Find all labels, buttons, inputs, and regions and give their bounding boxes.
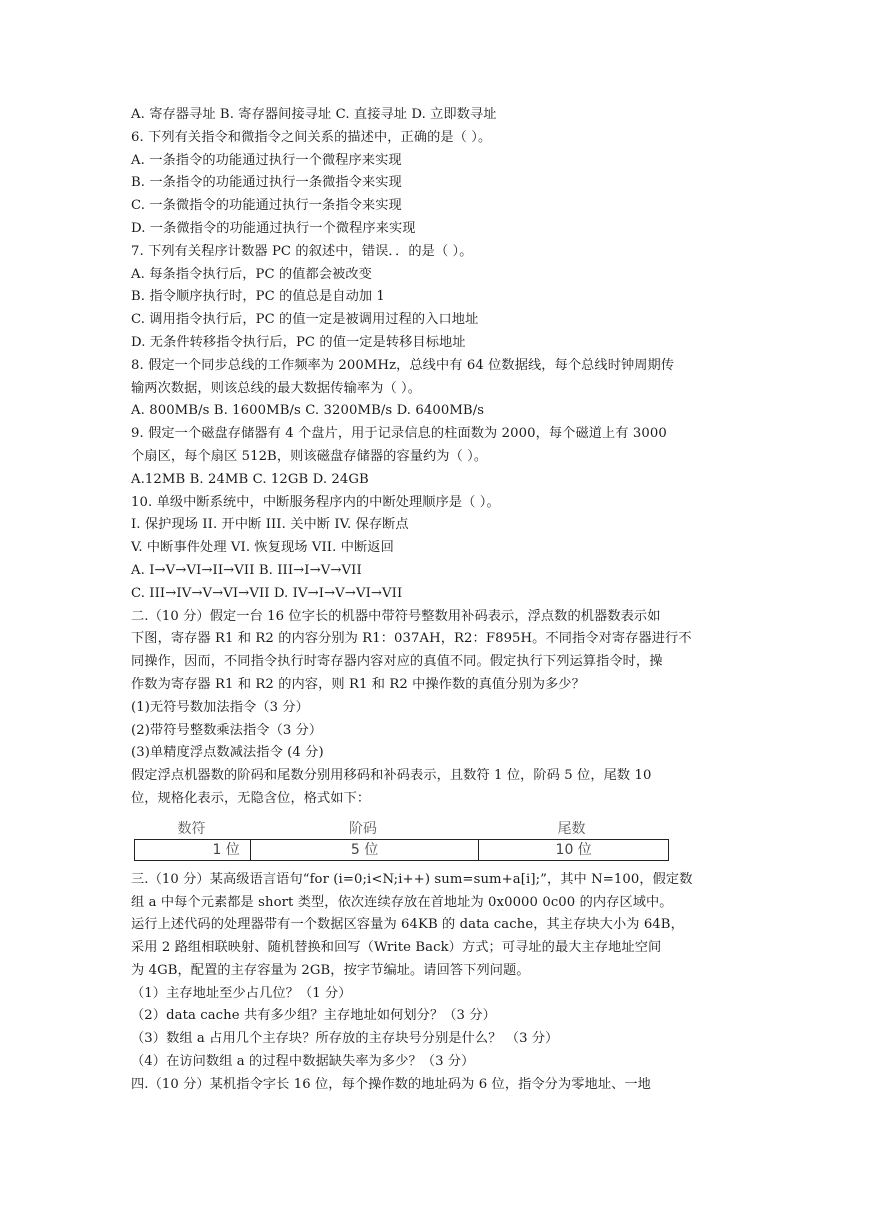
float-format-table [134, 819, 669, 861]
header-exponent: 阶码 [349, 820, 377, 837]
text-line: 为 4GB，配置的主存容量为 2GB，按字节编址。请回答下列问题。 [131, 962, 530, 978]
text-line: （1）主存地址至少占几位？（1 分） [131, 985, 352, 1001]
text-line: A.12MB B. 24MB C. 12GB D. 24GB [131, 471, 369, 487]
text-line: 作数为寄存器 R1 和 R2 的内容，则 R1 和 R2 中操作数的真值分别为多少？ [131, 676, 585, 692]
text-line: A. I→V→VI→II→VII B. III→I→V→VII [131, 562, 362, 578]
text-line: B. 指令顺序执行时，PC 的值总是自动加 1 [131, 289, 385, 305]
text-line: 6. 下列有关指令和微指令之间关系的描述中，正确的是（ ）。 [131, 129, 492, 145]
text-line: D. 无条件转移指令执行后，PC 的值一定是转移目标地址 [131, 334, 466, 350]
text-line: （2）data cache 共有多少组？主存地址如何划分？（3 分） [131, 1008, 496, 1024]
text-line: 位，规格化表示，无隐含位，格式如下： [131, 790, 371, 806]
text-line: 7. 下列有关程序计数器 PC 的叙述中，错误．．的是（ ）。 [131, 243, 473, 259]
text-line: A. 寄存器寻址 B. 寄存器间接寻址 C. 直接寻址 D. 立即数寻址 [131, 107, 497, 122]
questions-block-b [131, 869, 741, 1097]
header-mantissa: 尾数 [557, 820, 586, 837]
text-line: 输两次数据，则该总线的最大数据传输率为（ ）。 [131, 380, 422, 396]
text-line: D. 一条微指令的功能通过执行一个微程序来实现 [131, 220, 416, 236]
text-line: B. 一条指令的功能通过执行一条微指令来实现 [131, 175, 402, 191]
text-line: （3）数组 a 占用几个主存块？所存放的主存块号分别是什么？ （3 分） [131, 1031, 559, 1047]
text-line: 个扇区，每个扇区 512B，则该磁盘存储器的容量约为（ ）。 [131, 448, 488, 464]
text-line: A. 每条指令执行后，PC 的值都会被改变 [131, 266, 372, 282]
text-line: 9. 假定一个磁盘存储器有 4 个盘片，用于记录信息的柱面数为 2000，每个磁道上有 3000 [131, 426, 667, 442]
text-line: A. 800MB/s B. 1600MB/s C. 3200MB/s D. 6400MB/s [131, 403, 485, 419]
text-line: 采用 2 路组相联映射、随机替换和回写（Write Back）方式；可寻址的最大主存地址空间 [131, 940, 662, 956]
text-line: 8. 假定一个同步总线的工作频率为 200MHz，总线中有 64 位数据线，每个总线时钟周期传 [131, 357, 675, 373]
text-line: 四.（10 分）某机指令字长 16 位，每个操作数的地址码为 6 位，指令分为零地址、一地 [131, 1076, 651, 1092]
text-line: (2)带符号整数乘法指令（3 分） [131, 722, 323, 738]
text-line: 三.（10 分）某高级语言语句“for (i=0;i<N;i++) sum=sum+a[i];”，其中 N=100，假定数 [131, 871, 693, 887]
text-line: 二.（10 分）假定一台 16 位字长的机器中带符号整数用补码表示，浮点数的机器数表示如 [131, 608, 661, 624]
cell-mantissa-bits: 10 位 [478, 840, 668, 860]
text-line: C. 一条微指令的功能通过执行一条指令来实现 [131, 198, 402, 214]
header-sign: 数符 [177, 820, 206, 837]
text-line: I. 保护现场 II. 开中断 III. 关中断 IV. 保存断点 [131, 517, 409, 533]
format-table-header [134, 819, 669, 839]
text-line: (3)单精度浮点数减法指令 (4 分) [131, 745, 324, 761]
text-line: 10. 单级中断系统中，中断服务程序内的中断处理顺序是（ ）。 [131, 494, 500, 510]
format-table-row [134, 839, 669, 861]
text-line: 同操作，因而，不同指令执行时寄存器内容对应的真值不同。假定执行下列运算指令时，操 [131, 654, 663, 670]
text-line: 假定浮点机器数的阶码和尾数分别用移码和补码表示，且数符 1 位，阶码 5 位，尾数 10 [131, 768, 652, 784]
text-line: C. III→IV→V→VI→VII D. IV→I→V→VI→VII [131, 585, 403, 601]
cell-sign-bits: 1 位 [212, 841, 240, 858]
text-line: 运行上述代码的处理器带有一个数据区容量为 64KB 的 data cache，其主存块大小为 64B， [131, 917, 684, 933]
cell-exponent-bits: 5 位 [250, 840, 479, 860]
text-line: （4）在访问数组 a 的过程中数据缺失率为多少？（3 分） [131, 1054, 475, 1070]
text-line: A. 一条指令的功能通过执行一个微程序来实现 [131, 152, 402, 168]
questions-block-a [131, 104, 741, 811]
text-line: V. 中断事件处理 VI. 恢复现场 VII. 中断返回 [131, 540, 394, 556]
text-line: (1)无符号数加法指令（3 分） [131, 699, 309, 715]
text-line: 组 a 中每个元素都是 short 类型，依次连续存放在首地址为 0x0000 0c00 的内存区域中。 [131, 894, 673, 910]
text-line: C. 调用指令执行后，PC 的值一定是被调用过程的入口地址 [131, 312, 479, 328]
exam-page [131, 104, 741, 1097]
text-line: 下图，寄存器 R1 和 R2 的内容分别为 R1：037AH，R2：F895H。不同指令对寄存器进行不 [131, 631, 692, 647]
